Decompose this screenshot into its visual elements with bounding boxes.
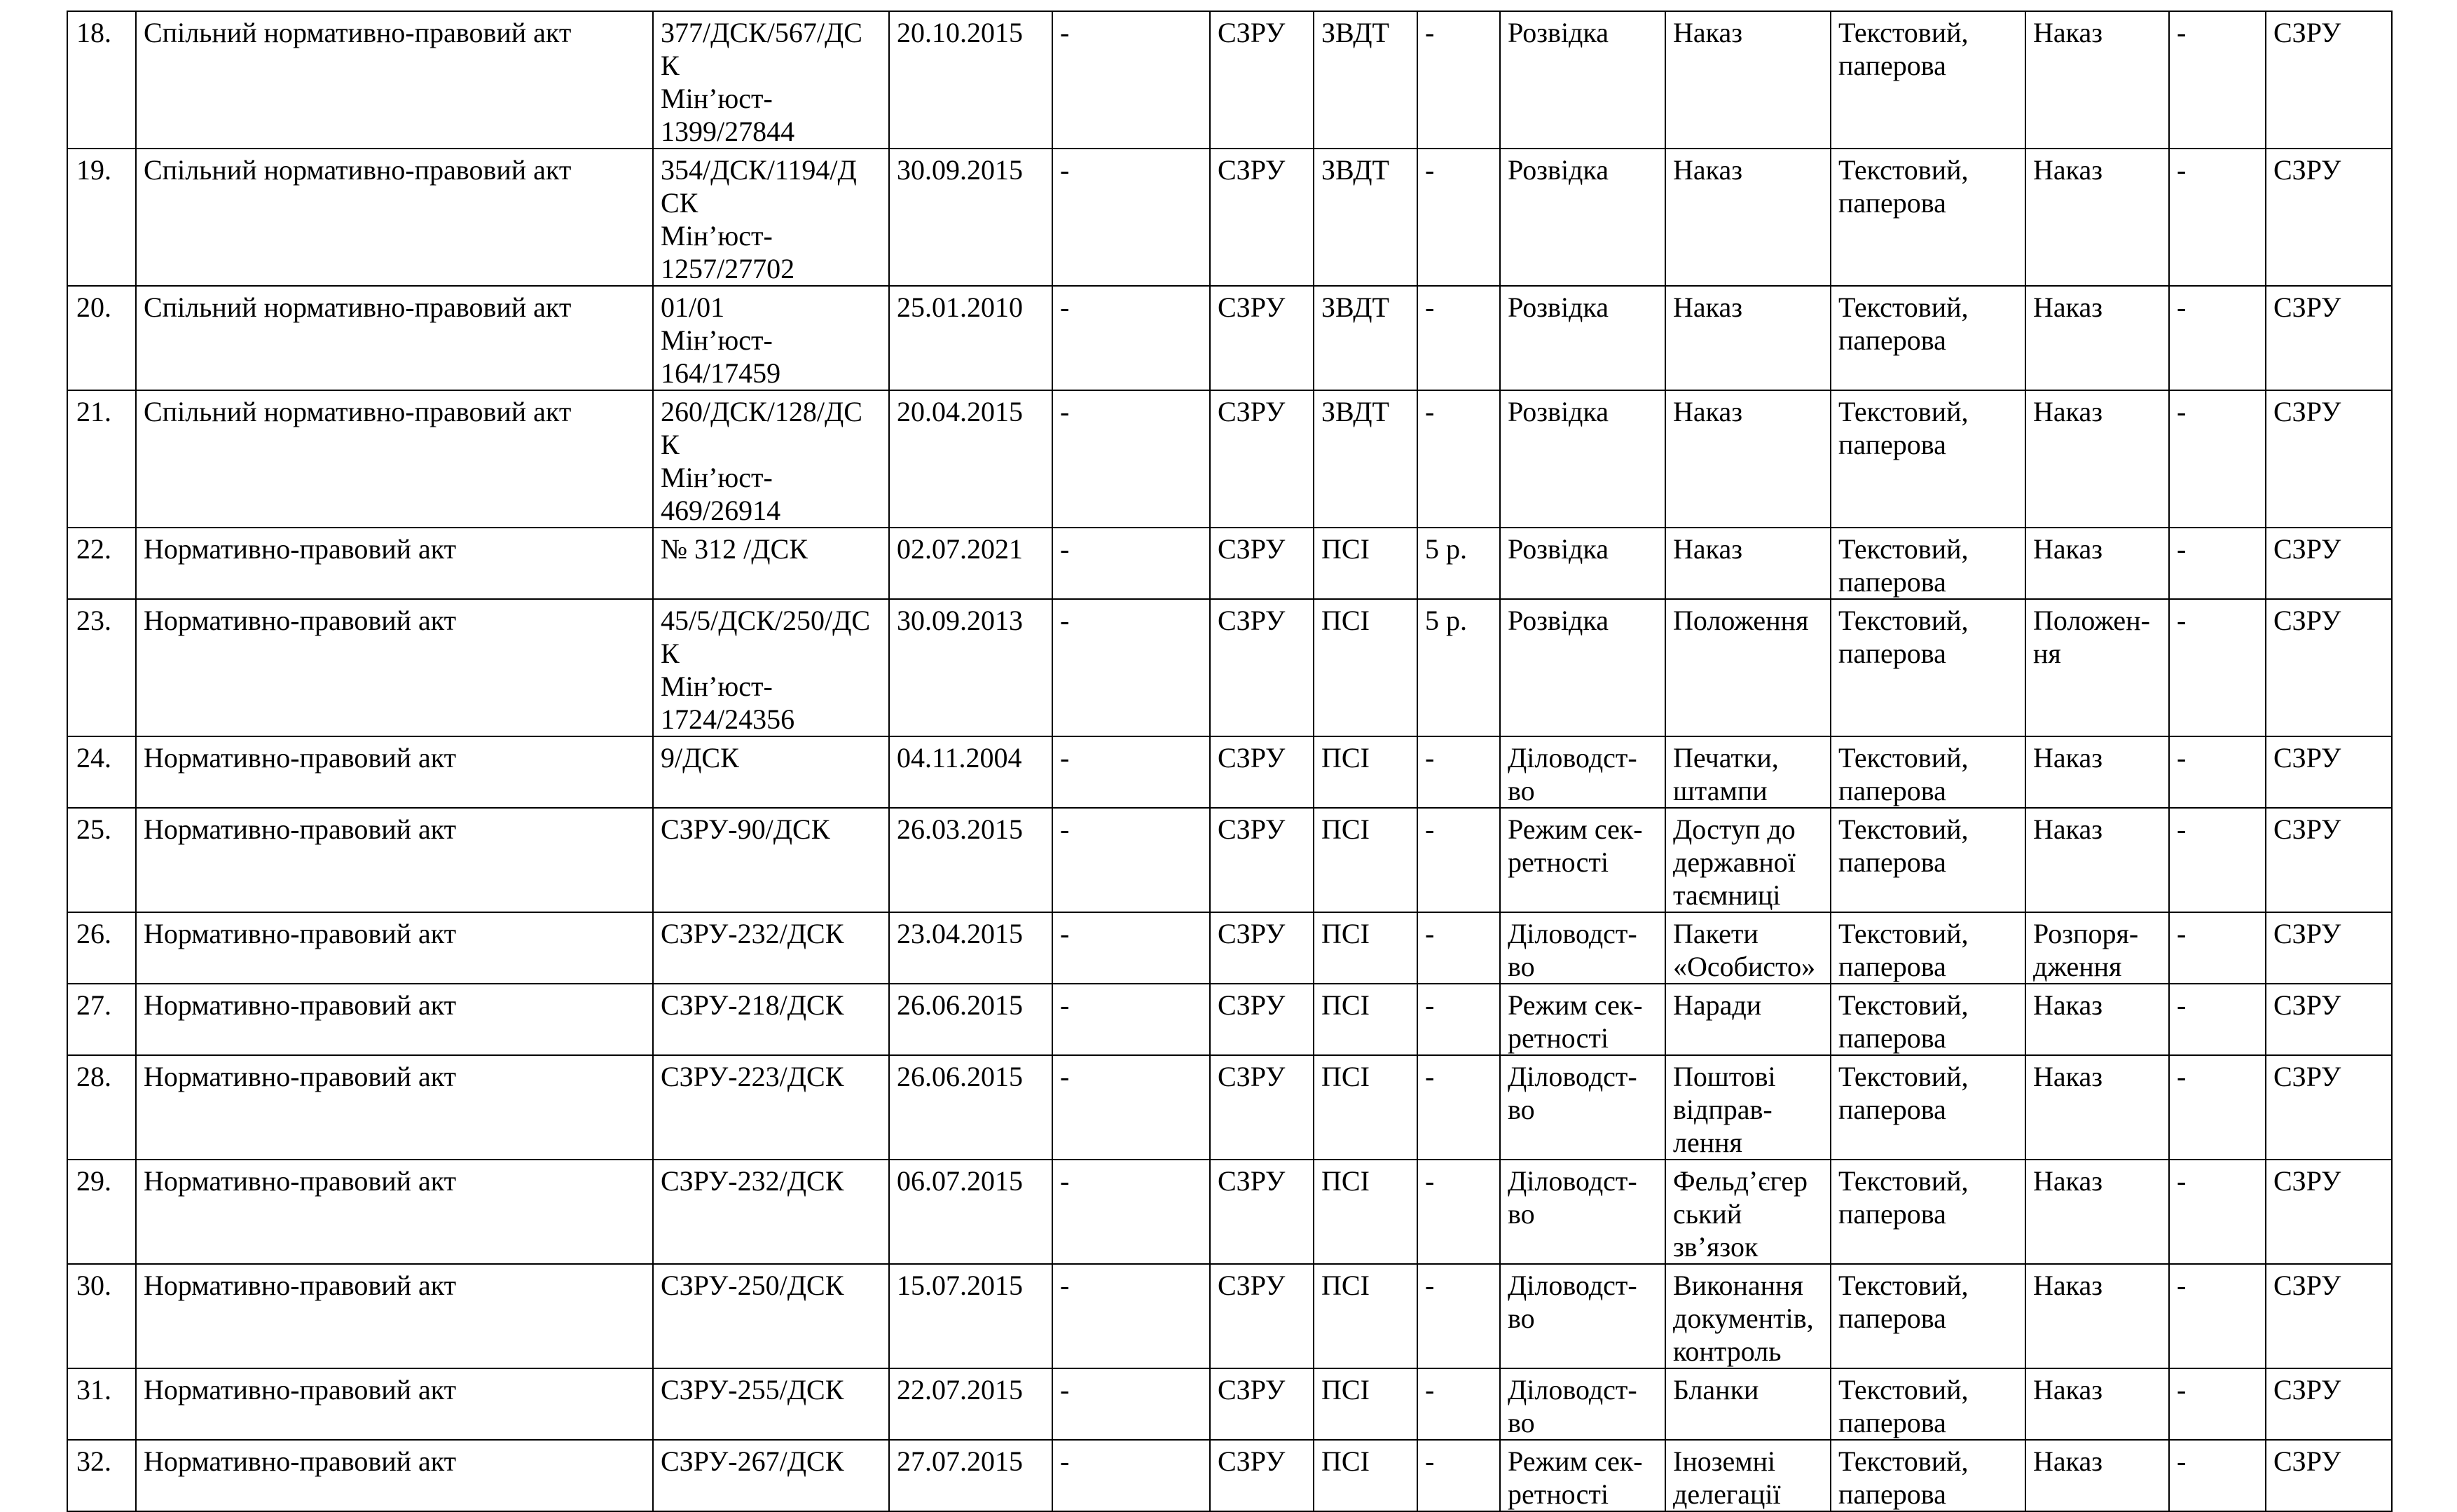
- cell-term: 5 р.: [1417, 528, 1500, 599]
- cell-form: Текстовий, паперова: [1831, 599, 2025, 736]
- cell-date: 26.06.2015: [889, 984, 1052, 1055]
- cell-col13: -: [2169, 1440, 2266, 1511]
- cell-term: -: [1417, 1440, 1500, 1511]
- cell-date: 26.06.2015: [889, 1055, 1052, 1160]
- cell-form: Текстовий, паперова: [1831, 1264, 2025, 1368]
- cell-holder: СЗРУ: [2266, 1160, 2392, 1264]
- cell-term: -: [1417, 912, 1500, 984]
- cell-area: Діловодст- во: [1500, 912, 1665, 984]
- cell-access: ПСІ: [1314, 1440, 1417, 1511]
- cell-area: Розвідка: [1500, 11, 1665, 149]
- cell-access: ПСІ: [1314, 912, 1417, 984]
- cell-registration-number: СЗРУ-223/ДСК: [653, 1055, 889, 1160]
- cell-form: Текстовий, паперова: [1831, 808, 2025, 912]
- table-row: [67, 599, 2392, 736]
- cell-date: 23.04.2015: [889, 912, 1052, 984]
- cell-date: 26.03.2015: [889, 808, 1052, 912]
- cell-holder: СЗРУ: [2266, 1264, 2392, 1368]
- cell-act-type: Нормативно-правовий акт: [136, 1368, 653, 1440]
- cell-registration-number: 45/5/ДСК/250/ДС К Мін’юст- 1724/24356: [653, 599, 889, 736]
- cell-act-type: Спільний нормативно-правовий акт: [136, 390, 653, 528]
- cell-subject: Іноземні делегації: [1665, 1440, 1831, 1511]
- cell-date: 25.01.2010: [889, 286, 1052, 390]
- cell-access: ПСІ: [1314, 1160, 1417, 1264]
- cell-col5: -: [1052, 1160, 1210, 1264]
- cell-organization: СЗРУ: [1210, 390, 1314, 528]
- cell-subject: Наказ: [1665, 390, 1831, 528]
- cell-registration-number: СЗРУ-250/ДСК: [653, 1264, 889, 1368]
- cell-subject: Виконання документів, контроль: [1665, 1264, 1831, 1368]
- cell-act-type: Нормативно-правовий акт: [136, 1440, 653, 1511]
- cell-term: -: [1417, 984, 1500, 1055]
- cell-document-kind: Наказ: [2025, 11, 2169, 149]
- cell-number: 23.: [67, 599, 136, 736]
- cell-organization: СЗРУ: [1210, 1440, 1314, 1511]
- cell-document-kind: Наказ: [2025, 390, 2169, 528]
- cell-registration-number: СЗРУ-267/ДСК: [653, 1440, 889, 1511]
- cell-col13: -: [2169, 528, 2266, 599]
- cell-holder: СЗРУ: [2266, 149, 2392, 286]
- cell-registration-number: СЗРУ-90/ДСК: [653, 808, 889, 912]
- cell-subject: Наради: [1665, 984, 1831, 1055]
- cell-holder: СЗРУ: [2266, 11, 2392, 149]
- cell-number: 29.: [67, 1160, 136, 1264]
- cell-form: Текстовий, паперова: [1831, 736, 2025, 808]
- cell-col13: -: [2169, 149, 2266, 286]
- cell-number: 21.: [67, 390, 136, 528]
- cell-number: 25.: [67, 808, 136, 912]
- cell-col5: -: [1052, 528, 1210, 599]
- cell-subject: Фельд’єгер ський зв’язок: [1665, 1160, 1831, 1264]
- cell-col5: -: [1052, 1264, 1210, 1368]
- cell-document-kind: Наказ: [2025, 149, 2169, 286]
- cell-area: Режим сек- ретності: [1500, 808, 1665, 912]
- cell-organization: СЗРУ: [1210, 528, 1314, 599]
- cell-col5: -: [1052, 984, 1210, 1055]
- cell-registration-number: 377/ДСК/567/ДС К Мін’юст- 1399/27844: [653, 11, 889, 149]
- document-page: [67, 11, 2391, 1512]
- cell-registration-number: № 312 /ДСК: [653, 528, 889, 599]
- cell-col5: -: [1052, 599, 1210, 736]
- cell-holder: СЗРУ: [2266, 599, 2392, 736]
- cell-col5: -: [1052, 149, 1210, 286]
- cell-col5: -: [1052, 912, 1210, 984]
- cell-form: Текстовий, паперова: [1831, 1160, 2025, 1264]
- cell-document-kind: Наказ: [2025, 1368, 2169, 1440]
- table-body: [67, 11, 2392, 1511]
- table-row: [67, 1055, 2392, 1160]
- cell-col13: -: [2169, 390, 2266, 528]
- cell-document-kind: Положен- ня: [2025, 599, 2169, 736]
- cell-access: ПСІ: [1314, 1264, 1417, 1368]
- cell-area: Режим сек- ретності: [1500, 984, 1665, 1055]
- cell-date: 04.11.2004: [889, 736, 1052, 808]
- cell-form: Текстовий, паперова: [1831, 1055, 2025, 1160]
- cell-col13: -: [2169, 1368, 2266, 1440]
- cell-number: 18.: [67, 11, 136, 149]
- cell-organization: СЗРУ: [1210, 736, 1314, 808]
- cell-area: Розвідка: [1500, 149, 1665, 286]
- cell-document-kind: Наказ: [2025, 1264, 2169, 1368]
- cell-term: -: [1417, 1368, 1500, 1440]
- cell-holder: СЗРУ: [2266, 912, 2392, 984]
- cell-document-kind: Наказ: [2025, 736, 2169, 808]
- cell-document-kind: Розпоря- дження: [2025, 912, 2169, 984]
- cell-date: 06.07.2015: [889, 1160, 1052, 1264]
- cell-act-type: Нормативно-правовий акт: [136, 984, 653, 1055]
- cell-term: -: [1417, 808, 1500, 912]
- cell-number: 22.: [67, 528, 136, 599]
- cell-form: Текстовий, паперова: [1831, 11, 2025, 149]
- table-row: [67, 1368, 2392, 1440]
- cell-date: 30.09.2015: [889, 149, 1052, 286]
- cell-holder: СЗРУ: [2266, 808, 2392, 912]
- cell-act-type: Спільний нормативно-правовий акт: [136, 11, 653, 149]
- table-row: [67, 1440, 2392, 1511]
- table-row: [67, 1264, 2392, 1368]
- cell-registration-number: СЗРУ-218/ДСК: [653, 984, 889, 1055]
- cell-holder: СЗРУ: [2266, 984, 2392, 1055]
- cell-subject: Наказ: [1665, 149, 1831, 286]
- cell-form: Текстовий, паперова: [1831, 1440, 2025, 1511]
- cell-form: Текстовий, паперова: [1831, 286, 2025, 390]
- cell-organization: СЗРУ: [1210, 149, 1314, 286]
- cell-organization: СЗРУ: [1210, 286, 1314, 390]
- table-row: [67, 736, 2392, 808]
- cell-holder: СЗРУ: [2266, 1368, 2392, 1440]
- cell-area: Діловодст- во: [1500, 1055, 1665, 1160]
- cell-number: 24.: [67, 736, 136, 808]
- table-row: [67, 808, 2392, 912]
- cell-date: 20.10.2015: [889, 11, 1052, 149]
- cell-term: -: [1417, 1160, 1500, 1264]
- cell-number: 27.: [67, 984, 136, 1055]
- cell-area: Діловодст- во: [1500, 736, 1665, 808]
- cell-organization: СЗРУ: [1210, 11, 1314, 149]
- cell-col5: -: [1052, 11, 1210, 149]
- cell-organization: СЗРУ: [1210, 1055, 1314, 1160]
- table-row: [67, 11, 2392, 149]
- cell-date: 30.09.2013: [889, 599, 1052, 736]
- cell-access: ЗВДТ: [1314, 286, 1417, 390]
- cell-organization: СЗРУ: [1210, 599, 1314, 736]
- cell-area: Режим сек- ретності: [1500, 1440, 1665, 1511]
- cell-date: 15.07.2015: [889, 1264, 1052, 1368]
- cell-col13: -: [2169, 984, 2266, 1055]
- cell-registration-number: 354/ДСК/1194/Д СК Мін’юст- 1257/27702: [653, 149, 889, 286]
- cell-holder: СЗРУ: [2266, 736, 2392, 808]
- cell-registration-number: СЗРУ-255/ДСК: [653, 1368, 889, 1440]
- cell-act-type: Нормативно-правовий акт: [136, 912, 653, 984]
- cell-area: Діловодст- во: [1500, 1368, 1665, 1440]
- cell-document-kind: Наказ: [2025, 286, 2169, 390]
- cell-holder: СЗРУ: [2266, 1055, 2392, 1160]
- cell-registration-number: 260/ДСК/128/ДС К Мін’юст- 469/26914: [653, 390, 889, 528]
- cell-col13: -: [2169, 1055, 2266, 1160]
- table-row: [67, 912, 2392, 984]
- cell-number: 28.: [67, 1055, 136, 1160]
- cell-holder: СЗРУ: [2266, 1440, 2392, 1511]
- table-row: [67, 528, 2392, 599]
- cell-col5: -: [1052, 1368, 1210, 1440]
- cell-term: -: [1417, 1264, 1500, 1368]
- cell-organization: СЗРУ: [1210, 1160, 1314, 1264]
- cell-document-kind: Наказ: [2025, 808, 2169, 912]
- cell-col13: -: [2169, 736, 2266, 808]
- cell-act-type: Нормативно-правовий акт: [136, 1160, 653, 1264]
- cell-holder: СЗРУ: [2266, 528, 2392, 599]
- cell-act-type: Нормативно-правовий акт: [136, 1055, 653, 1160]
- cell-term: -: [1417, 11, 1500, 149]
- cell-document-kind: Наказ: [2025, 984, 2169, 1055]
- table-row: [67, 1160, 2392, 1264]
- cell-act-type: Нормативно-правовий акт: [136, 599, 653, 736]
- cell-access: ПСІ: [1314, 808, 1417, 912]
- cell-area: Розвідка: [1500, 528, 1665, 599]
- cell-form: Текстовий, паперова: [1831, 528, 2025, 599]
- cell-act-type: Нормативно-правовий акт: [136, 1264, 653, 1368]
- cell-registration-number: СЗРУ-232/ДСК: [653, 912, 889, 984]
- cell-subject: Наказ: [1665, 11, 1831, 149]
- table-row: [67, 984, 2392, 1055]
- cell-access: ЗВДТ: [1314, 390, 1417, 528]
- cell-subject: Наказ: [1665, 528, 1831, 599]
- cell-col13: -: [2169, 599, 2266, 736]
- table-row: [67, 286, 2392, 390]
- cell-registration-number: 01/01 Мін’юст- 164/17459: [653, 286, 889, 390]
- table-row: [67, 149, 2392, 286]
- cell-subject: Положення: [1665, 599, 1831, 736]
- table-row: [67, 390, 2392, 528]
- cell-date: 20.04.2015: [889, 390, 1052, 528]
- cell-holder: СЗРУ: [2266, 286, 2392, 390]
- registry-table: [67, 11, 2393, 1512]
- cell-col5: -: [1052, 390, 1210, 528]
- cell-act-type: Спільний нормативно-правовий акт: [136, 286, 653, 390]
- cell-number: 30.: [67, 1264, 136, 1368]
- cell-area: Діловодст- во: [1500, 1160, 1665, 1264]
- cell-col13: -: [2169, 1264, 2266, 1368]
- cell-form: Текстовий, паперова: [1831, 912, 2025, 984]
- cell-col13: -: [2169, 1160, 2266, 1264]
- cell-act-type: Нормативно-правовий акт: [136, 736, 653, 808]
- cell-access: ЗВДТ: [1314, 149, 1417, 286]
- cell-access: ПСІ: [1314, 528, 1417, 599]
- cell-organization: СЗРУ: [1210, 808, 1314, 912]
- cell-area: Розвідка: [1500, 599, 1665, 736]
- cell-area: Діловодст- во: [1500, 1264, 1665, 1368]
- cell-area: Розвідка: [1500, 286, 1665, 390]
- cell-subject: Пакети «Особисто»: [1665, 912, 1831, 984]
- cell-term: 5 р.: [1417, 599, 1500, 736]
- cell-col13: -: [2169, 11, 2266, 149]
- cell-term: -: [1417, 286, 1500, 390]
- cell-col5: -: [1052, 1055, 1210, 1160]
- cell-number: 26.: [67, 912, 136, 984]
- cell-term: -: [1417, 736, 1500, 808]
- cell-number: 32.: [67, 1440, 136, 1511]
- cell-form: Текстовий, паперова: [1831, 984, 2025, 1055]
- cell-holder: СЗРУ: [2266, 390, 2392, 528]
- cell-col5: -: [1052, 736, 1210, 808]
- cell-access: ПСІ: [1314, 599, 1417, 736]
- cell-form: Текстовий, паперова: [1831, 149, 2025, 286]
- cell-date: 22.07.2015: [889, 1368, 1052, 1440]
- cell-act-type: Нормативно-правовий акт: [136, 808, 653, 912]
- cell-registration-number: СЗРУ-232/ДСК: [653, 1160, 889, 1264]
- cell-organization: СЗРУ: [1210, 912, 1314, 984]
- cell-access: ПСІ: [1314, 1368, 1417, 1440]
- cell-col13: -: [2169, 286, 2266, 390]
- cell-date: 27.07.2015: [889, 1440, 1052, 1511]
- cell-term: -: [1417, 149, 1500, 286]
- cell-number: 20.: [67, 286, 136, 390]
- cell-col13: -: [2169, 808, 2266, 912]
- cell-subject: Бланки: [1665, 1368, 1831, 1440]
- cell-document-kind: Наказ: [2025, 1160, 2169, 1264]
- cell-access: ПСІ: [1314, 736, 1417, 808]
- cell-term: -: [1417, 390, 1500, 528]
- cell-organization: СЗРУ: [1210, 984, 1314, 1055]
- cell-col13: -: [2169, 912, 2266, 984]
- cell-form: Текстовий, паперова: [1831, 1368, 2025, 1440]
- cell-registration-number: 9/ДСК: [653, 736, 889, 808]
- cell-access: ПСІ: [1314, 1055, 1417, 1160]
- cell-subject: Доступ до державної таємниці: [1665, 808, 1831, 912]
- cell-number: 19.: [67, 149, 136, 286]
- cell-organization: СЗРУ: [1210, 1264, 1314, 1368]
- cell-subject: Печатки, штампи: [1665, 736, 1831, 808]
- cell-subject: Наказ: [1665, 286, 1831, 390]
- cell-access: ПСІ: [1314, 984, 1417, 1055]
- cell-col5: -: [1052, 808, 1210, 912]
- cell-document-kind: Наказ: [2025, 1055, 2169, 1160]
- cell-subject: Поштові відправ- лення: [1665, 1055, 1831, 1160]
- cell-col5: -: [1052, 286, 1210, 390]
- cell-access: ЗВДТ: [1314, 11, 1417, 149]
- cell-act-type: Нормативно-правовий акт: [136, 528, 653, 599]
- cell-number: 31.: [67, 1368, 136, 1440]
- cell-document-kind: Наказ: [2025, 1440, 2169, 1511]
- cell-col5: -: [1052, 1440, 1210, 1511]
- cell-date: 02.07.2021: [889, 528, 1052, 599]
- cell-organization: СЗРУ: [1210, 1368, 1314, 1440]
- cell-document-kind: Наказ: [2025, 528, 2169, 599]
- cell-area: Розвідка: [1500, 390, 1665, 528]
- cell-term: -: [1417, 1055, 1500, 1160]
- cell-form: Текстовий, паперова: [1831, 390, 2025, 528]
- cell-act-type: Спільний нормативно-правовий акт: [136, 149, 653, 286]
